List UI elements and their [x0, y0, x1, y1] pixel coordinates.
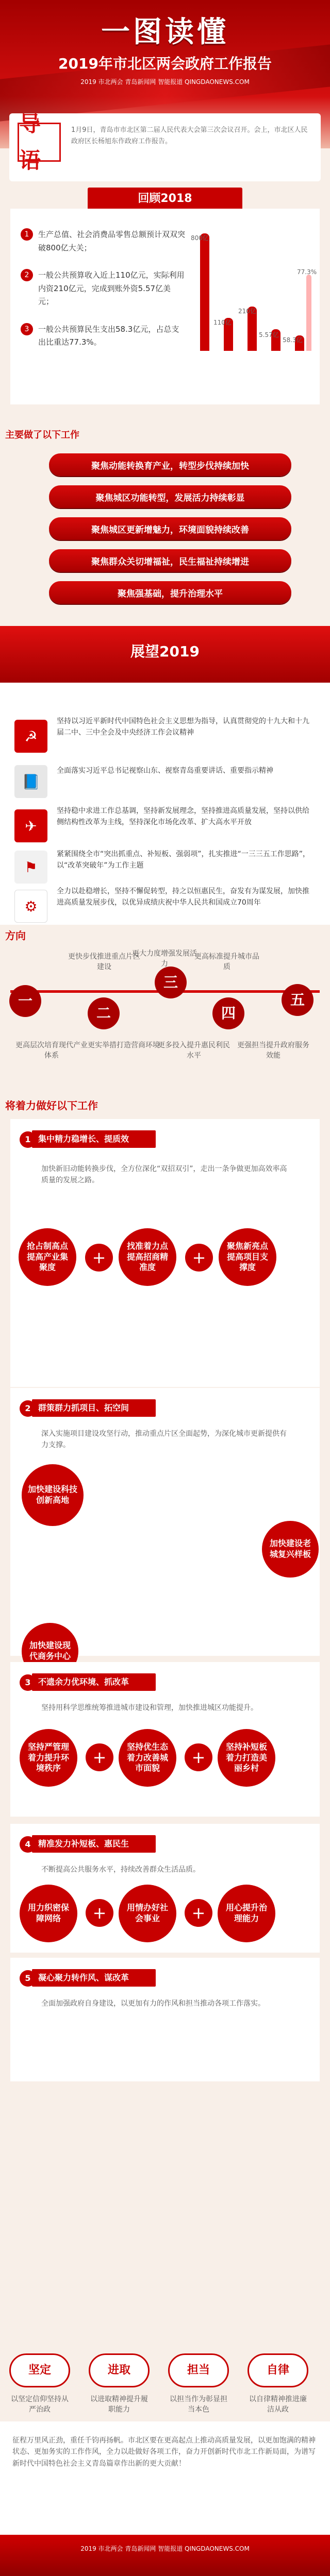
outlook-banner — [0, 626, 330, 683]
direction-text-4: 更高层次培育现代产业体系 — [15, 1041, 88, 1060]
bar-6 — [306, 275, 311, 351]
task-2-chip-2: 加快建设老城复兴样板 — [262, 1521, 319, 1578]
bar-label-6: 77.3% — [297, 268, 317, 276]
requirement-3-text: 坚持稳中求进工作总基调，坚持新发展理念，坚持推进高质量发展，坚持以供给侧结构性改革为主线，坚持深化市场化改革、扩大高水平开放 — [57, 807, 309, 827]
task-5-text: 全面加强政府自身建设，以更加有力的作风和担当推动各项工作落实。 — [41, 1999, 265, 2008]
capsule-1: 聚焦动能转换育产业，转型步伐持续加快 — [49, 453, 291, 476]
verb-caption-2: 以进取精神提升履职能力 — [90, 2395, 148, 2414]
guide-badge — [18, 111, 61, 173]
metric-1-text: 生产总值、社会消费品零售总额预计双双突破800亿大关； — [38, 230, 186, 252]
capsule-5: 聚焦强基础，提升治理水平 — [49, 581, 291, 604]
task-1-chip-1: 抢占制高点提高产业集聚度 — [19, 1228, 76, 1286]
logo-row — [0, 77, 330, 86]
task-1-text: 加快新旧动能转换步伐，全方位深化“双招双引”，走出一条争做更加高效率高质量的发展之路。 — [41, 1165, 287, 1185]
task-4-title: 精准发力补短板、惠民生 — [32, 1835, 156, 1853]
bar-1 — [200, 233, 209, 351]
bar-label-1: 800亿 — [191, 234, 209, 242]
task-box-5 — [10, 1958, 320, 2081]
task-1-plus-2: + — [185, 1244, 213, 1272]
footer-meeting-badge: 2019 市北两会 — [80, 2545, 123, 2552]
metric-1 — [21, 228, 186, 255]
bar-label-5: 58.3亿 — [283, 336, 303, 344]
direction-text-1: 更快步伐推进重点片区建设 — [68, 953, 140, 971]
task-4-chip-2: 用情办好社会事业 — [119, 1885, 176, 1942]
capsule-2: 聚焦城区功能转型，发展活力持续彰显 — [49, 485, 291, 508]
metric-2 — [21, 269, 186, 309]
bar-label-3: 210亿 — [238, 308, 256, 315]
task-box-3 — [10, 1662, 320, 1817]
verb-2: 进取 — [89, 2353, 150, 2387]
metric-3-number: 3 — [21, 323, 33, 335]
verb-3: 担当 — [168, 2353, 229, 2387]
section-key-tasks: 将着力做好以下工作 — [5, 1099, 98, 1112]
task-3-plus-2: + — [185, 1743, 212, 1771]
section-direction: 方向 — [5, 929, 26, 942]
task-2-number: 2 — [20, 1400, 36, 1417]
task-3-chip-2: 坚持优生态着力改善城市面貌 — [119, 1729, 176, 1787]
bar-label-4: 5.57亿 — [259, 331, 279, 338]
closing-text: 征程万里风正劲，重任千钧再扬帆。市北区要在更高起点上推动高质量发展，以更加饱满的精神状态、更加务实的工作作风，全力以赴做好各项工作，奋力开创新时代市北工作新局面，为谱写新时代中国特色社会主义青岛篇章作出新的更大贡献！ — [12, 2436, 316, 2468]
requirement-2-text: 全面落实习近平总书记视察山东、视察青岛重要讲话、重要指示精神 — [57, 767, 273, 775]
direction-text-2: 更大力度增强发展活力 — [132, 950, 197, 968]
task-3-number: 3 — [20, 1674, 36, 1691]
media-domain: QINGDAONEWS.COM — [185, 78, 250, 86]
capsule-3: 聚焦城区更新增魅力，环境面貌持续改善 — [49, 517, 291, 540]
verb-1: 坚定 — [9, 2353, 70, 2387]
task-4-chip-1: 用力织密保障网络 — [20, 1885, 77, 1942]
requirement-4-text: 紧紧围绕全市“突出抓重点、补短板、强弱项”，扎实推进“一三三五工作思路”，以“改革突破年”为工作主题 — [57, 850, 310, 870]
flag-icon: ⚑ — [14, 851, 47, 884]
task-2-chip-1: 加快建设科技创新高地 — [22, 1464, 84, 1526]
task-4-plus-2: + — [185, 1899, 212, 1927]
task-1-plus-1: + — [85, 1244, 113, 1272]
task-3-plus-1: + — [86, 1743, 113, 1771]
requirement-1-text: 坚持以习近平新时代中国特色社会主义思想为指导，认真贯彻党的十九大和十九届二中、三中全会及中央经济工作会议精神 — [57, 717, 309, 737]
direction-circle-1: 一 — [9, 985, 41, 1017]
task-box-2 — [10, 1388, 320, 1661]
metric-3-text: 一般公共预算民生支出58.3亿元，占总支出比重达77.3%。 — [38, 324, 179, 347]
task-3-chip-1: 坚持严管理着力提升环境秩序 — [20, 1729, 77, 1787]
verb-4: 自律 — [248, 2353, 308, 2387]
requirement-5-text: 全力以赴稳增长，坚持不懈促转型，持之以恒惠民生，奋发有为谋发展，加快推进高质量发展步伐，以优异成绩庆祝中华人民共和国成立70周年 — [57, 887, 309, 907]
closing-section — [0, 2421, 330, 2576]
review-card — [10, 209, 320, 404]
direction-circle-2: 二 — [88, 997, 120, 1029]
banner-title: 一图读懂 — [101, 15, 229, 49]
review-chart — [191, 224, 320, 379]
cluster-icon: ⚙ — [14, 890, 47, 923]
main-work-list — [10, 453, 320, 613]
direction-text-7: 更强担当提升政府服务效能 — [237, 1041, 309, 1060]
direction-circle-4: 四 — [212, 997, 244, 1029]
metric-2-number: 2 — [21, 269, 33, 281]
direction-text-6: 更多投入提升惠民利民水平 — [158, 1041, 230, 1060]
task-box-4 — [10, 1824, 320, 1953]
task-4-chip-3: 用心提升治理能力 — [218, 1885, 275, 1942]
metric-1-number: 1 — [21, 228, 33, 241]
metric-3 — [21, 323, 186, 349]
task-1-number: 1 — [20, 1131, 36, 1148]
book-icon: 📘 — [14, 765, 47, 798]
metric-2-text: 一般公共预算收入近上110亿元，实际利用内资210亿元，完成到账外资5.57亿美元； — [38, 270, 185, 306]
task-4-number: 4 — [20, 1836, 36, 1853]
media-label: 青岛新闻网 智能报道 — [125, 78, 183, 86]
bar-label-2: 110亿 — [213, 319, 232, 326]
task-1-chip-2: 找准着力点提高招商精准度 — [119, 1228, 176, 1286]
section-main-work: 主要做了以下工作 — [5, 430, 79, 440]
outlook-title: 展望2019 — [130, 643, 200, 660]
plane-icon: ✈ — [14, 809, 47, 842]
direction-circle-5: 五 — [282, 984, 314, 1016]
guide-badge-text: 导语 — [19, 111, 41, 173]
banner-title-block — [0, 9, 330, 73]
party-icon: ☭ — [14, 720, 47, 753]
verb-caption-4: 以自律精神推进廉洁从政 — [249, 2395, 307, 2414]
meeting-badge-label: 2019 市北两会 — [80, 78, 123, 86]
task-3-chip-3: 坚持补短板着力打造美丽乡村 — [218, 1729, 275, 1787]
task-3-text: 坚持用科学思维统筹推进城市建设和管理，加快推进城区功能提升。 — [41, 1704, 258, 1712]
banner-subtitle: 2019年市北区两会政府工作报告 — [58, 55, 272, 72]
verb-caption-1: 以坚定信仰坚持从严治政 — [11, 2395, 69, 2414]
verb-caption-3: 以担当作为彰显担当本色 — [170, 2395, 227, 2414]
task-1-chip-3: 聚焦新亮点提高项目支撑度 — [219, 1228, 276, 1286]
requirements-panel — [0, 683, 330, 925]
footer-logo-text — [0, 2544, 330, 2553]
task-2-chip-3: 加快建设现代商务中心 — [22, 1623, 78, 1680]
footer-domain: QINGDAONEWS.COM — [185, 2545, 250, 2552]
intro-text: 1月9日，青岛市市北区第二届人民代表大会第三次会议召开。会上，市北区人民政府区长杨旭东作政府工作报告。 — [71, 126, 308, 146]
task-5-title: 凝心聚力转作风、谋改革 — [32, 1969, 156, 1987]
direction-circle-3: 三 — [155, 967, 187, 998]
task-3-title: 不遗余力优环境、抓改革 — [32, 1673, 156, 1691]
intro-card — [9, 113, 321, 181]
footer-media-label: 青岛新闻网 智能报道 — [125, 2545, 183, 2552]
task-2-text: 深入实施项目建设攻坚行动，推动重点片区全面起势，为深化城市更新提供有力支撑。 — [41, 1430, 287, 1450]
task-5-number: 5 — [20, 1970, 36, 1987]
footer-bar — [0, 2535, 330, 2576]
task-4-plus-1: + — [86, 1899, 113, 1927]
direction-text-5: 更实举措打造营商环境 — [88, 1041, 160, 1049]
capsule-4: 聚焦群众关切增福祉，民生福祉持续增进 — [49, 549, 291, 572]
task-4-text: 不断提高公共服务水平，持续改善群众生活品质。 — [41, 1866, 200, 1874]
review-title: 回顾2018 — [88, 188, 242, 210]
direction-text-3: 更高标准提升城市品质 — [194, 953, 259, 971]
task-2-title: 群策群力抓项目、拓空间 — [32, 1399, 156, 1417]
task-1-title: 集中精力稳增长、提质效 — [32, 1130, 156, 1148]
task-box-1 — [10, 1119, 320, 1387]
